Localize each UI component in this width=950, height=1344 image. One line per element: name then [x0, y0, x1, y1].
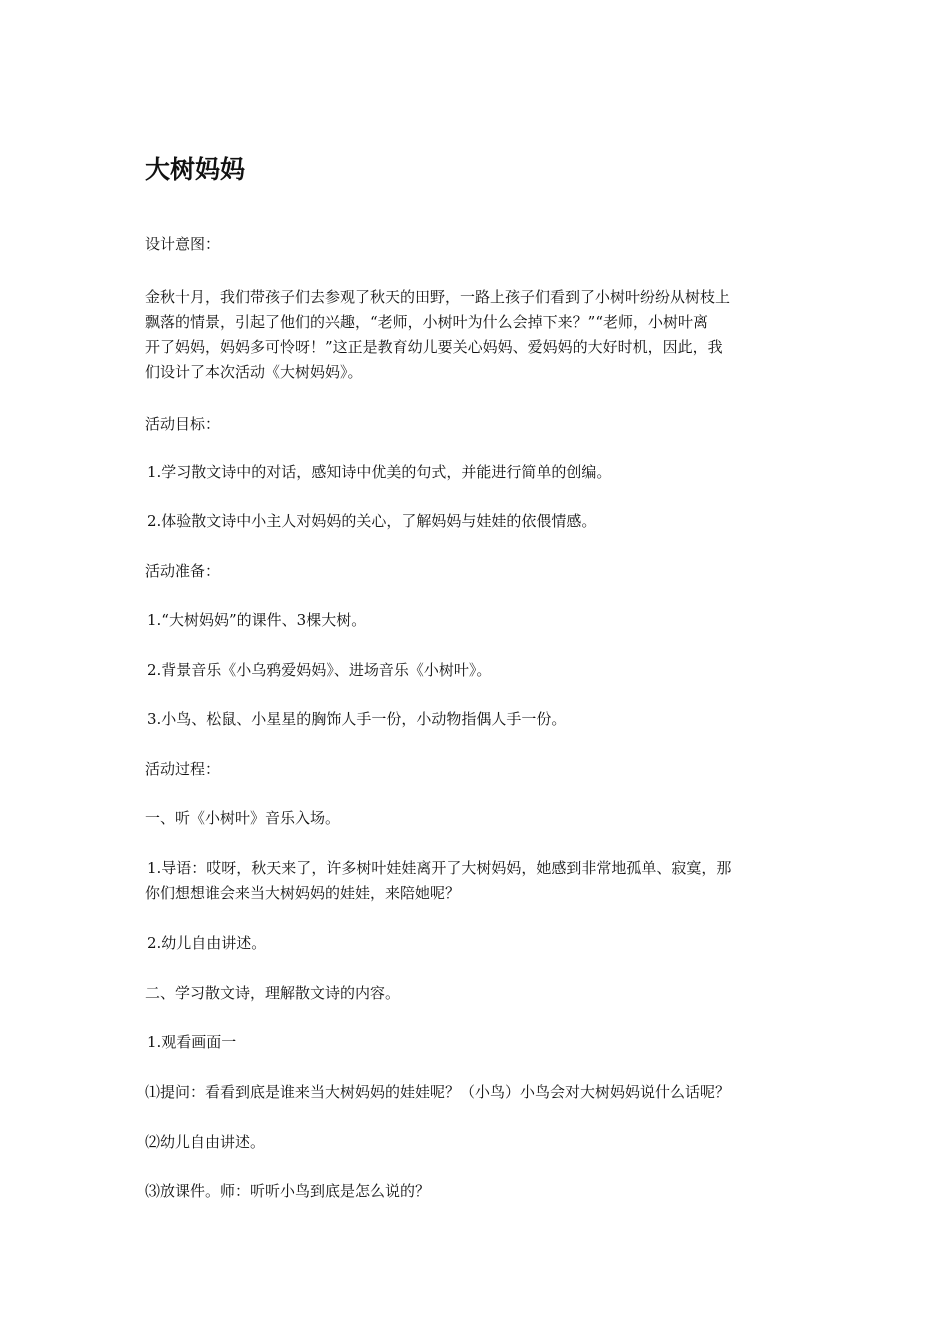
page-title: 大树妈妈	[145, 155, 246, 184]
preparation-item-2: 2.背景音乐《小乌鸦爱妈妈》、进场音乐《小树叶》。	[147, 661, 492, 679]
process-step-one: 一、听《小树叶》音乐入场。	[145, 809, 341, 827]
goal-item-2: 2.体验散文诗中小主人对妈妈的关心，了解妈妈与娃娃的依偎情感。	[147, 512, 597, 530]
paragraph-line: 飘落的情景，引起了他们的兴趣，“老师，小树叶为什么会掉下来？”“老师，小树叶离	[145, 313, 709, 331]
process-step-one-item-2: 2.幼儿自由讲述。	[147, 934, 267, 952]
preparation-heading: 活动准备：	[145, 562, 221, 580]
goals-heading: 活动目标：	[145, 415, 221, 433]
preparation-item-1: 1.“大树妈妈”的课件、3棵大树。	[147, 611, 367, 629]
sub-item-3: ⑶放课件。师：听听小鸟到底是怎么说的？	[145, 1182, 431, 1200]
paragraph-line: 们设计了本次活动《大树妈妈》。	[145, 363, 363, 381]
process-heading: 活动过程：	[145, 760, 221, 778]
paragraph-line: 你们想想谁会来当大树妈妈的娃娃，来陪她呢？	[145, 884, 461, 902]
preparation-item-3: 3.小鸟、松鼠、小星星的胸饰人手一份，小动物指偶人手一份。	[147, 710, 567, 728]
paragraph-line: 1.导语：哎呀，秋天来了，许多树叶娃娃离开了大树妈妈，她感到非常地孤单、寂寞，那	[147, 859, 732, 877]
sub-item-2: ⑵幼儿自由讲述。	[145, 1133, 266, 1151]
paragraph-line: 开了妈妈，妈妈多可怜呀！”这正是教育幼儿要关心妈妈、爱妈妈的大好时机，因此，我	[145, 338, 723, 356]
sub-item-1: ⑴提问：看看到底是谁来当大树妈妈的娃娃呢？（小鸟）小鸟会对大树妈妈说什么话呢？	[145, 1083, 731, 1101]
paragraph-line: 金秋十月，我们带孩子们去参观了秋天的田野，一路上孩子们看到了小树叶纷纷从树枝上	[145, 288, 731, 306]
process-step-two: 二、学习散文诗，理解散文诗的内容。	[145, 984, 401, 1002]
design-intent-heading: 设计意图：	[145, 235, 221, 253]
goal-item-1: 1.学习散文诗中的对话，感知诗中优美的句式，并能进行简单的创编。	[147, 463, 612, 481]
process-step-two-item-1: 1.观看画面一	[147, 1033, 237, 1051]
